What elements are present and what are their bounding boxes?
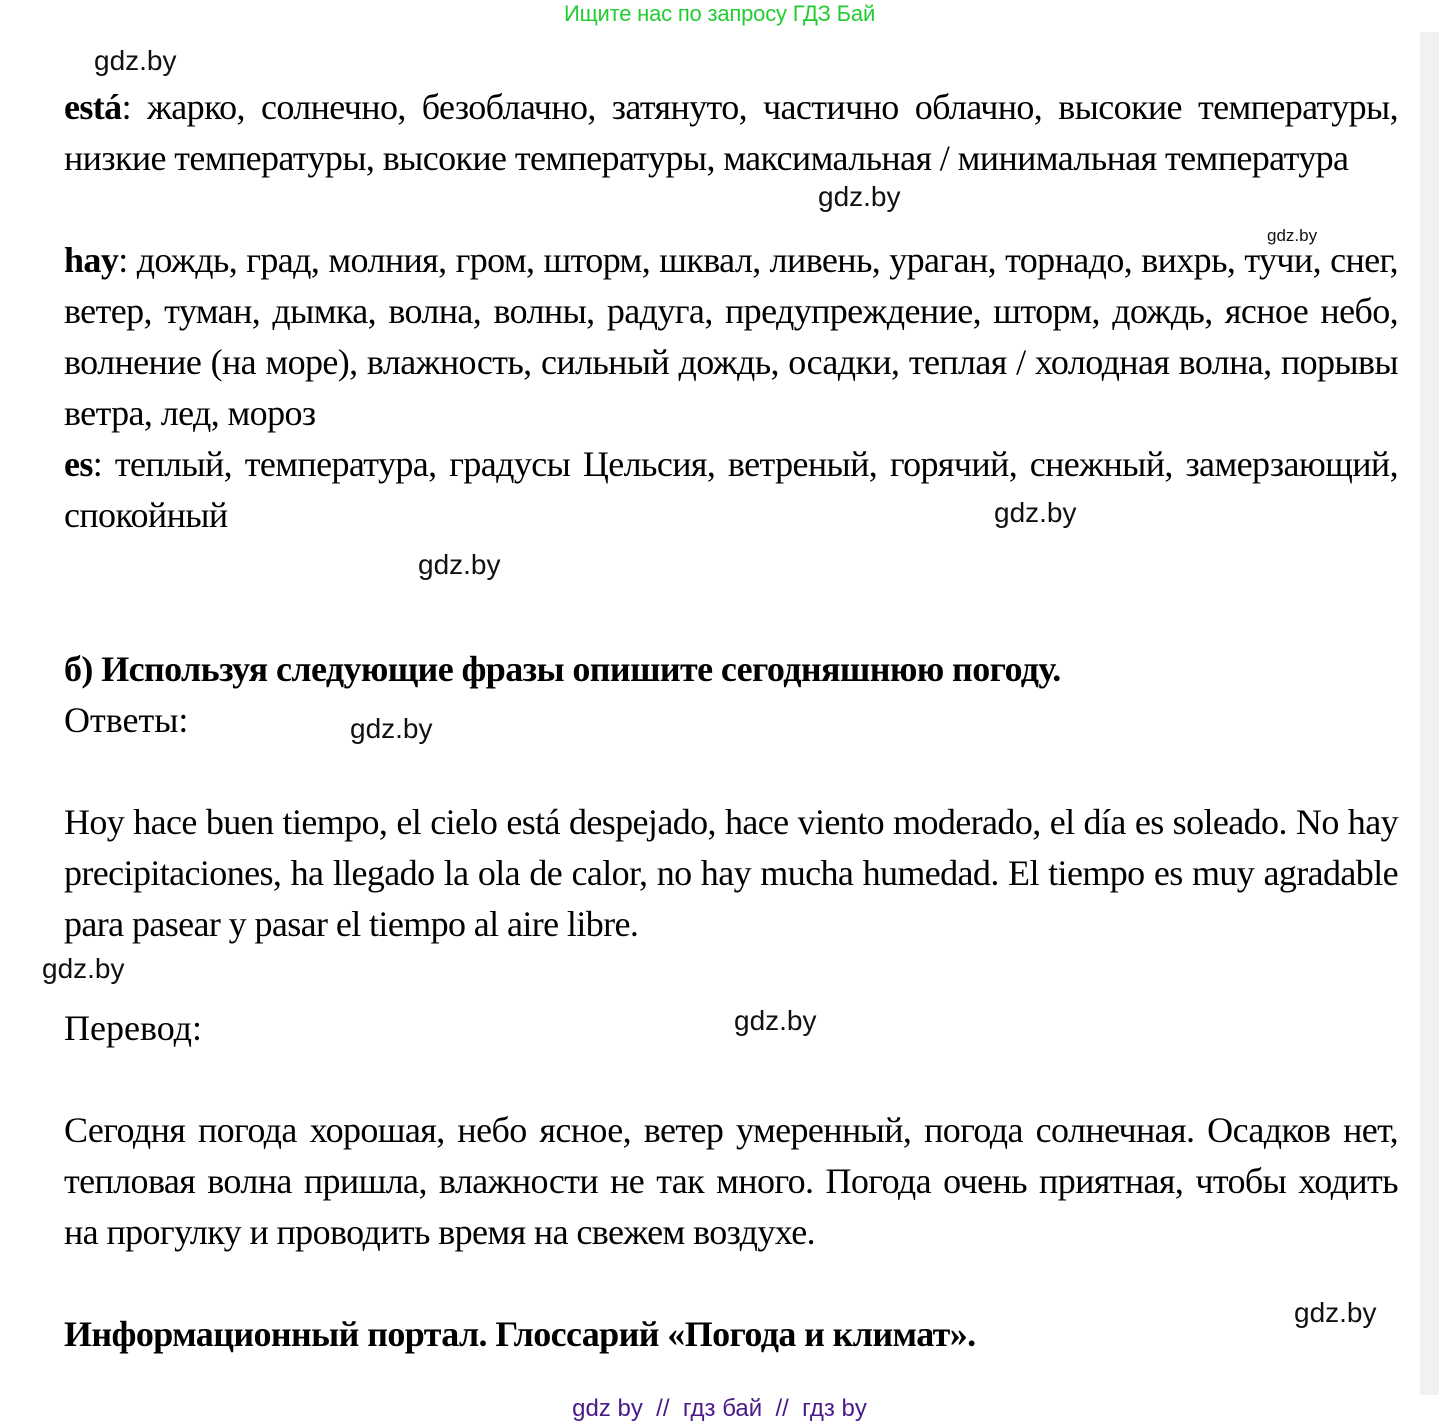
task-b-heading: б) Используя следующие фразы опишите сегодняшнюю погоду. [64,649,1061,689]
vocab-list: : дождь, град, молния, гром, шторм, шквал, ливень, ураган, торнадо, вихрь, тучи, снег, ветер, туман, дымка, волна, волны, радуга, предупреждение, шторм, дождь, ясное небо, волнение (на море), влажность, сильный дождь, осадки, теплая / холодная волна, порывы ветра, лед, мороз [64,240,1398,433]
watermark: gdz.by [42,953,125,984]
vertical-scrollbar[interactable] [1420,32,1439,1395]
vocab-keyword: está [64,87,122,127]
watermark: gdz.by [350,713,433,744]
vocab-esta-paragraph [64,82,1398,184]
answers-label: Ответы: [64,700,189,740]
watermark: gdz.by [1294,1297,1377,1328]
watermark: gdz.by [734,1005,817,1036]
vocab-hay-paragraph [64,235,1398,439]
watermark: gdz.by [994,497,1077,528]
search-hint-banner: Ищите нас по запросу ГДЗ Бай [563,1,876,26]
translation-paragraph: Сегодня погода хорошая, небо ясное, ветер умеренный, погода солнечная. Осадков нет, тепловая волна пришла, влажности не так много. Погода очень приятная, чтобы ходить на прогулку и проводить время на свежем воздухе. [64,1110,1398,1252]
watermark: gdz.by [94,45,177,76]
vocab-list: : теплый, температура, градусы Цельсия, ветреный, горячий, снежный, замерзающий, спокойный [64,444,1398,535]
vocab-keyword: hay [64,240,119,280]
footer-links: gdz by // гдз бай // гдз by [572,1395,867,1422]
next-section-heading: Информационный портал. Глоссарий «Погода и климат». [64,1314,976,1354]
answer-paragraph: Hoy hace buen tiempo, el cielo está despejado, hace viento moderado, el día es soleado. No hay precipitaciones, ha llegado la ola de calor, no hay mucha humedad. El tiempo es muy agradable para pasear y pasar el tiempo al aire libre. [64,802,1398,944]
watermark: gdz.by [418,549,501,580]
vocab-list: : жарко, солнечно, безоблачно, затянуто, частично облачно, высокие температуры, низкие температуры, высокие температуры, максимальная / минимальная температура [64,87,1398,178]
watermark: gdz.by [818,181,901,212]
vocab-es-paragraph [64,439,1398,541]
translation-label: Перевод: [64,1008,202,1048]
watermark: gdz.by [1267,226,1318,245]
vocab-keyword: es [64,444,93,484]
